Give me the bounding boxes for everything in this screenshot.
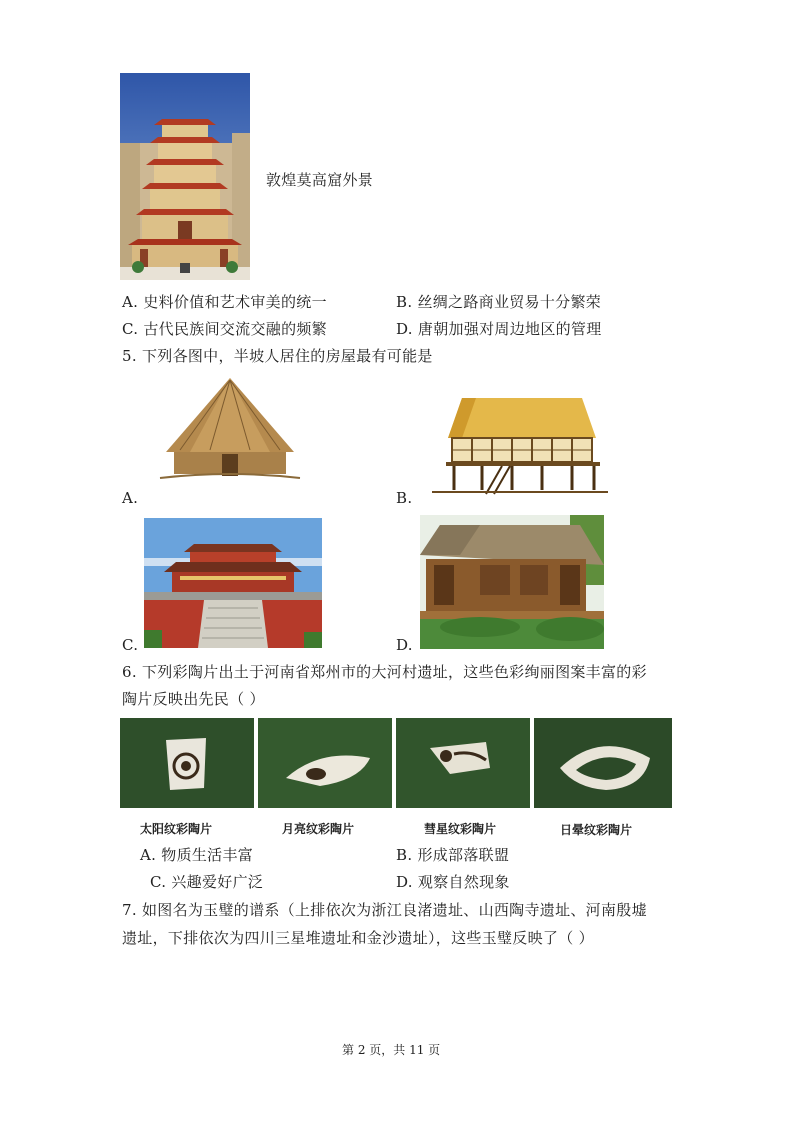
q5-stem: 5. 下列各图中，半坡人居住的房屋最有可能是 — [122, 347, 433, 365]
page-number-footer: 第 2 页，共 11 页 — [342, 1043, 441, 1057]
q4-option-c: C. 古代民族间交流交融的频繁 — [122, 320, 327, 338]
sun-pattern-sherd-caption: 太阳纹彩陶片 — [140, 822, 213, 836]
q7-stem-line1: 7. 如图名为玉璧的谱系（上排依次为浙江良渚遗址、山西陶寺遗址、河南殷墟 — [122, 901, 647, 919]
moon-pattern-sherd-caption: 月亮纹彩陶片 — [282, 822, 355, 836]
q5-label-b: B. — [396, 489, 413, 507]
q6-option-d: D. 观察自然现象 — [396, 873, 510, 891]
q6-option-b: B. 形成部落联盟 — [396, 846, 510, 864]
q6-stem-line2: 陶片反映出先民（ ） — [122, 690, 265, 708]
q6-option-c: C. 兴趣爱好广泛 — [150, 873, 264, 891]
q5-label-a: A. — [122, 489, 139, 507]
q4-option-a: A. 史料价值和艺术审美的统一 — [122, 293, 327, 311]
q6-option-a: A. 物质生活丰富 — [140, 846, 254, 864]
q5-label-d: D. — [396, 636, 413, 654]
stilt-house-image — [432, 378, 608, 496]
q6-stem-line1: 6. 下列彩陶片出土于河南省郑州市的大河村遗址，这些色彩绚丽图案丰富的彩 — [122, 663, 647, 681]
mogao-caves-photo — [120, 73, 250, 280]
q4-option-d: D. 唐朝加强对周边地区的管理 — [396, 320, 602, 338]
pottery-sherds-photo-strip — [120, 718, 672, 810]
comet-pattern-sherd-caption: 彗星纹彩陶片 — [424, 822, 497, 836]
q7-stem-line2: 遗址，下排依次为四川三星堆遗址和金沙遗址），这些玉璧反映了（ ） — [122, 929, 594, 947]
q5-label-c: C. — [122, 636, 139, 654]
thatched-wooden-house-photo — [420, 515, 604, 649]
mogao-caption: 敦煌莫高窟外景 — [266, 171, 374, 189]
q4-option-b: B. 丝绸之路商业贸易十分繁荣 — [396, 293, 602, 311]
palace-building-photo — [144, 518, 322, 648]
thatched-round-hut-image — [150, 374, 310, 494]
halo-pattern-sherd-caption: 日晕纹彩陶片 — [560, 823, 633, 837]
